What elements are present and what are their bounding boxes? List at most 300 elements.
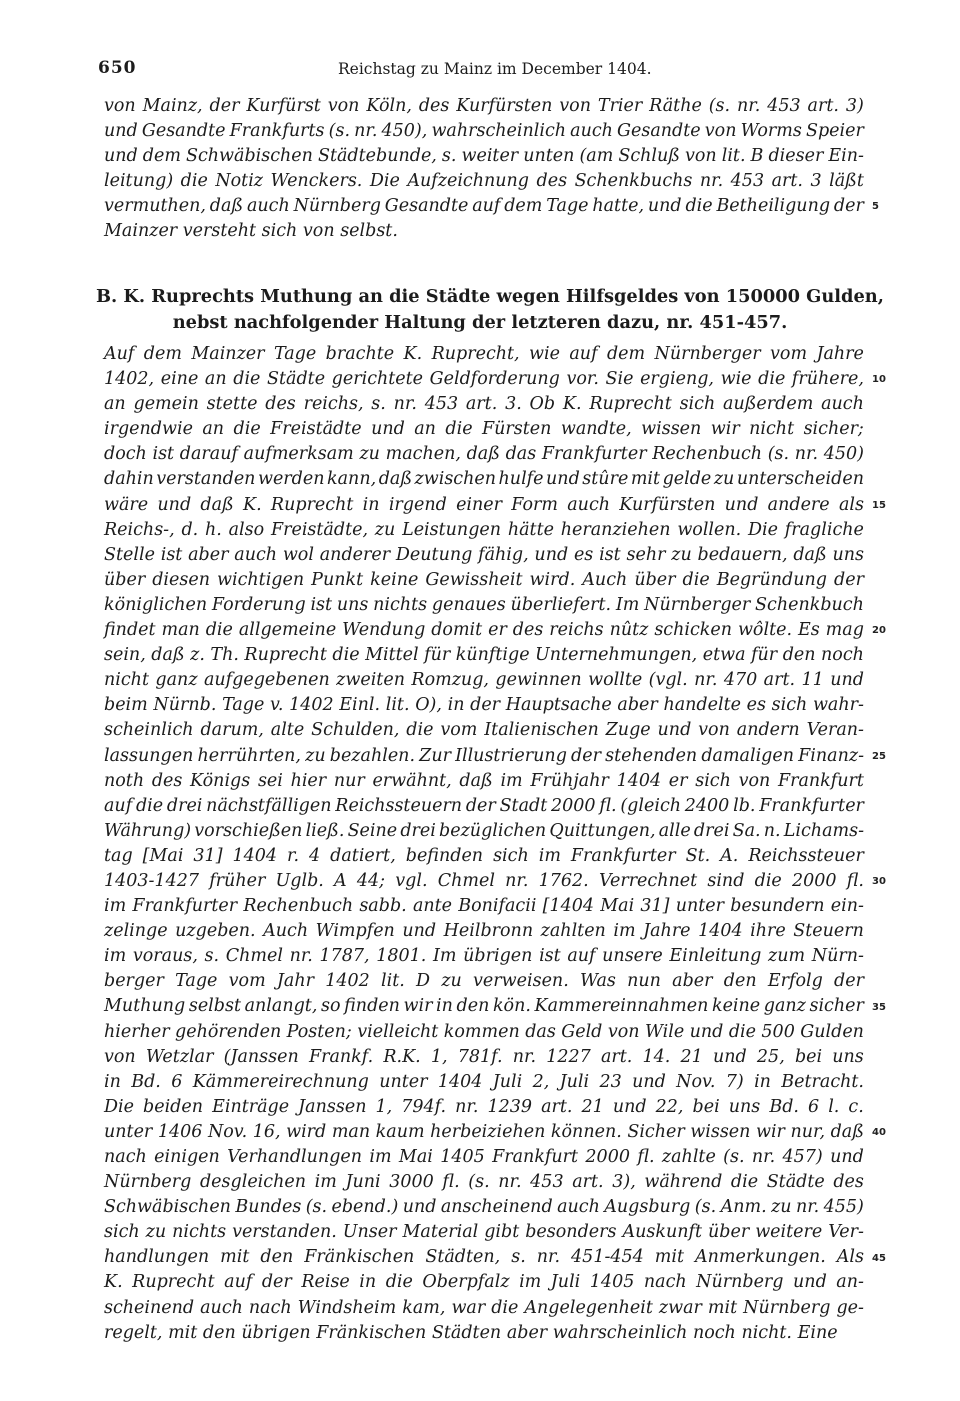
word: kommen [443,1021,520,1042]
word: weitere [755,1222,823,1243]
word: daß [200,494,234,515]
word: Schluß [618,146,680,167]
word: uns [832,544,864,565]
word: im [314,1172,337,1193]
word: unter [675,896,725,917]
word: besundern [730,896,825,917]
word: die [233,369,261,390]
word: daß [466,444,500,465]
word: stehenden [605,745,698,766]
word: aufgegebenen [203,670,330,691]
word: sabb. [359,896,407,917]
body-line-10 [104,568,864,593]
word: leitung) [104,171,174,192]
word: wie [720,369,752,390]
word: wandte, [560,419,632,440]
word: finden [344,996,400,1017]
word: nr. [699,171,724,192]
word: sich [493,845,529,866]
margin-line-number: 5 [872,201,879,213]
word: nr. [536,1247,561,1268]
word: an- [836,1272,864,1293]
word: Mainzer [191,344,265,364]
word: (gleich [620,795,682,816]
word: Tage [175,971,218,992]
word: und [402,921,437,942]
word: darum, [200,720,264,741]
word: 1405 [440,1147,485,1167]
word: Geldforderung [429,369,560,390]
word: in [104,1071,121,1092]
word: vorschießen [194,820,303,841]
word: von [704,121,737,142]
intro-paragraph [104,94,864,245]
word: die [332,645,360,666]
word: wahrscheinlich [431,121,567,142]
word: bezahlen. [329,745,416,766]
word: 1404 [616,770,662,791]
word: und [104,121,138,142]
word: Juli [492,1071,523,1092]
word: damaligen [701,745,795,766]
word: Einl. [339,695,381,716]
margin-line-number: 30 [872,876,886,888]
word: Frankfurt [492,1147,579,1167]
word: nur, [790,1121,826,1142]
word: wollen. [677,519,742,540]
word: hierher [104,1021,170,1042]
body-line-29 [104,1045,864,1070]
word: frühere, [791,369,864,390]
word: s. [371,394,386,415]
word: wir [710,419,740,440]
word: unterscheiden [736,469,864,490]
word: 470 [723,670,758,691]
word: Kurfürsten [456,96,553,116]
word: ganz [763,996,806,1017]
word: zum [768,946,806,967]
word: im [104,896,127,917]
word: hatte, [592,196,645,217]
word: die [754,870,782,891]
word: für [424,645,451,666]
word: art. [541,1096,573,1117]
word: Stadt [499,795,548,816]
word: Städten, [425,1247,501,1268]
word: [1404 [542,896,595,917]
word: den [782,645,816,666]
intro-line-6 [104,219,864,244]
word: dahin [104,469,154,490]
word: Nürnberg [104,1172,192,1193]
word: anderer [319,544,391,565]
word: und [371,419,405,440]
word: eine [160,369,199,390]
word: ein- [830,896,864,917]
word: der [209,96,240,116]
word: z. [190,645,205,666]
word: Fränkischen [304,1247,415,1268]
word: Juli [559,1071,590,1092]
word: Trier [597,96,643,116]
word: übrigen [463,946,533,967]
word: Muthung [104,996,186,1017]
word: daß [459,770,493,791]
word: nicht [749,419,795,440]
word: daß [151,645,185,666]
word: man [161,620,200,641]
word: A [334,870,347,891]
body-line-31 [104,1095,864,1120]
body-line-7 [104,493,864,518]
word: er [488,620,507,641]
word: O), [415,695,442,716]
word: aufmerksam [243,444,354,465]
word: D [416,971,431,992]
word: Windsheim [297,1297,397,1318]
intro-line-4 [104,169,864,194]
section-heading [96,284,884,336]
word: der [834,569,864,590]
word: etwa [702,645,746,666]
word: auch [567,494,611,515]
margin-line-number: 45 [872,1252,886,1264]
word: 2000 [585,1147,630,1167]
word: Reichs-, [104,519,175,540]
word: befinden [405,845,484,866]
word: berger [104,971,164,992]
body-line-20 [104,819,864,844]
word: Wendung [342,620,426,641]
word: Tage [222,695,265,716]
word: war [451,1297,486,1318]
word: lit. [385,695,410,716]
body-line-26 [104,969,864,994]
word: 781f. [457,1046,503,1067]
word: lit. [381,971,405,992]
body-line-14 [104,668,864,693]
word: nr. [455,1096,479,1117]
word: die [406,720,434,741]
word: vom [440,720,478,741]
word: Deutung [395,544,473,565]
word: 6 [808,1096,820,1117]
word: man [331,1121,371,1142]
word: ist [160,544,183,565]
word: Gesandte [384,196,469,217]
word: Unser [342,1222,397,1243]
body-line-18 [104,769,864,794]
word: nach [104,1147,147,1167]
word: Ein- [828,146,864,167]
word: nr. [512,1046,537,1067]
word: auch [200,1297,243,1318]
word: ge- [836,1297,864,1318]
word: Punkt [311,569,364,590]
word: über [634,569,676,590]
word: schicken [654,620,733,641]
word: lit. [721,146,746,167]
word: Anmerkungen. [695,1247,826,1268]
word: desgleichen [199,1172,306,1193]
word: brachte [325,344,395,364]
word: Nürnberg [743,1297,831,1318]
word: über [708,1222,750,1243]
word: Uglb. [275,870,324,891]
word: bedauern, [697,544,788,565]
body-line-37 [104,1245,864,1270]
word: im [613,921,636,942]
word: nichts [172,1222,227,1243]
word: Juni [345,1172,381,1193]
word: von [302,221,335,242]
word: K. [403,344,423,364]
word: gehörenden [175,1021,282,1042]
word: herrührten, [197,745,301,766]
word: sich [679,394,716,415]
word: 3000 [389,1172,434,1193]
word: art. [600,1046,633,1067]
word: die [682,569,710,590]
word: auf [569,344,598,364]
word: läßt [829,171,864,192]
word: 1406 [157,1121,203,1142]
word: selbst [188,996,241,1017]
body-line-23 [104,894,864,919]
body-line-28 [104,1020,864,1045]
word: Jahre [816,344,864,364]
word: selbst. [340,221,398,242]
word: art. [763,670,796,691]
word: und [689,1021,724,1042]
word: 21 [581,1096,604,1117]
word: wollte [588,670,643,691]
word: des [418,96,450,116]
word: Gewissheit [425,569,523,590]
word: gemein [133,394,199,415]
word: Freistädte, [270,519,369,540]
word: s. [511,1247,526,1268]
word: ante [412,896,453,917]
word: Köln, [366,96,412,116]
word: 453 [424,394,459,415]
word: sich [104,1222,140,1243]
word: noch [692,1322,736,1343]
word: überliefert. [510,594,612,615]
word: 1402 [325,971,370,992]
word: nächstfälligen [206,795,332,816]
word: wird [286,1121,327,1142]
word: dem [142,146,181,167]
margin-line-number: 20 [872,625,886,637]
word: Reichssteuer [748,845,864,866]
word: (s. [694,1197,717,1218]
word: l. [828,1096,840,1117]
word: in [754,1071,771,1092]
word: im [538,845,561,866]
word: 1, [430,1046,448,1067]
word: im [500,770,523,791]
word: 500 [761,1021,795,1042]
word: Räthe [649,96,702,116]
word: dem [504,196,543,217]
word: Wile [644,1021,685,1042]
word: mit [168,1322,198,1343]
word: fragliche [784,519,864,540]
word: Posten; [286,1021,352,1042]
word: aber [188,544,229,565]
word: domit [431,620,483,641]
word: wôlte. [737,620,793,641]
word: (s. [708,96,731,116]
word: 1762. [538,870,589,891]
word: Chmel [225,946,283,967]
body-line-22 [104,869,864,894]
word: Notiz [215,171,264,192]
word: Verhandlungen [227,1147,363,1167]
word: 457) [782,1147,823,1167]
word: 1402 [289,695,334,716]
word: sicher; [803,419,864,440]
word: übrigen [241,1322,311,1343]
word: den [202,1322,236,1343]
word: es [746,695,766,716]
word: 1404 [437,1071,483,1092]
word: Rechenbuch [652,444,763,465]
word: uns [336,594,369,615]
word: Speier [805,121,864,142]
word: 3), [612,1172,636,1193]
word: fl. [846,870,864,891]
word: Betracht. [781,1071,864,1092]
word: Frankfurter [570,845,676,866]
word: ließ. [305,820,345,841]
intro-line-5 [104,194,864,219]
word: Erfolg [767,971,823,992]
word: auch [246,196,290,217]
word: Sie [605,369,634,390]
word: zwar [658,1297,702,1318]
word: Auch [263,921,309,942]
word: wissen [641,419,702,440]
word: Auf [104,344,135,364]
word: beim [104,695,148,716]
word: verweisen. [473,971,569,992]
word: wahrscheinlich [552,1322,688,1343]
word: Aufzeichnung [407,171,530,192]
body-line-32 [104,1120,864,1145]
word: Ob [529,394,556,415]
word: St. [685,845,711,866]
word: die [180,171,208,192]
word: wichtigen [217,569,305,590]
word: 1227 [546,1046,591,1067]
word: anlangt, [244,996,318,1017]
word: 455) [823,1197,864,1218]
word: Seine [347,820,398,841]
word: von [327,96,360,116]
word: unter [104,1121,153,1142]
word: vom [228,971,266,992]
word: 450), [381,121,428,142]
word: unten [523,146,575,167]
word: Worms [740,121,802,142]
word: wird. [529,569,576,590]
word: mit [630,469,661,490]
word: (s. [468,1172,490,1193]
word: irgend [388,494,447,515]
word: Städtebunde, [317,146,437,167]
word: regelt, [104,1322,163,1343]
word: Verrechnet [598,870,698,891]
word: Sicher [627,1121,685,1142]
word: nr. [794,444,819,465]
word: und [724,494,759,515]
intro-line-2 [104,119,864,144]
word: der [834,971,864,992]
word: 31] [640,896,670,917]
word: so [321,996,341,1017]
word: (s. [723,1147,745,1167]
word: dem [143,344,182,364]
body-line-1 [104,342,864,367]
body-line-35 [104,1195,864,1220]
word: Augsburg [604,1197,691,1218]
word: v. [270,695,284,716]
body-line-15 [104,693,864,718]
word: Die [369,171,400,192]
word: Nürnberger [644,594,751,615]
word: Kurfürsten [619,494,716,515]
word: von [738,770,771,791]
word: einigen [154,1147,220,1167]
word: nr. [751,1147,776,1167]
word: im [519,1272,542,1293]
word: gewinnen [495,670,582,691]
word: Frankf. [308,1046,374,1067]
word: Wimpfen [315,921,395,942]
word: die [445,419,473,440]
word: s. [204,946,220,967]
word: andere [767,494,830,515]
word: unsere [602,946,663,967]
word: ergieng, [640,369,714,390]
word: wir [755,1121,785,1142]
word: Frankfurt [777,770,864,791]
word: art. [771,171,803,192]
word: Schwäbischen [104,1197,231,1218]
word: der [833,196,864,217]
word: 3 [810,171,822,192]
word: an [414,419,436,440]
word: Form [511,494,558,515]
word: daß [830,1121,864,1142]
word: und [104,146,138,167]
word: Forderung [211,594,306,615]
word: an [202,419,225,440]
word: (am [579,146,614,167]
word: ganz [155,670,198,691]
word: K. [243,494,262,515]
word: sei [257,770,283,791]
word: vom [770,344,808,364]
word: die [758,369,786,390]
page-header [98,58,866,82]
word: aber [506,1322,548,1343]
word: irgendwie [104,419,193,440]
word: vermuthen, [104,196,206,217]
word: keine [370,569,419,590]
